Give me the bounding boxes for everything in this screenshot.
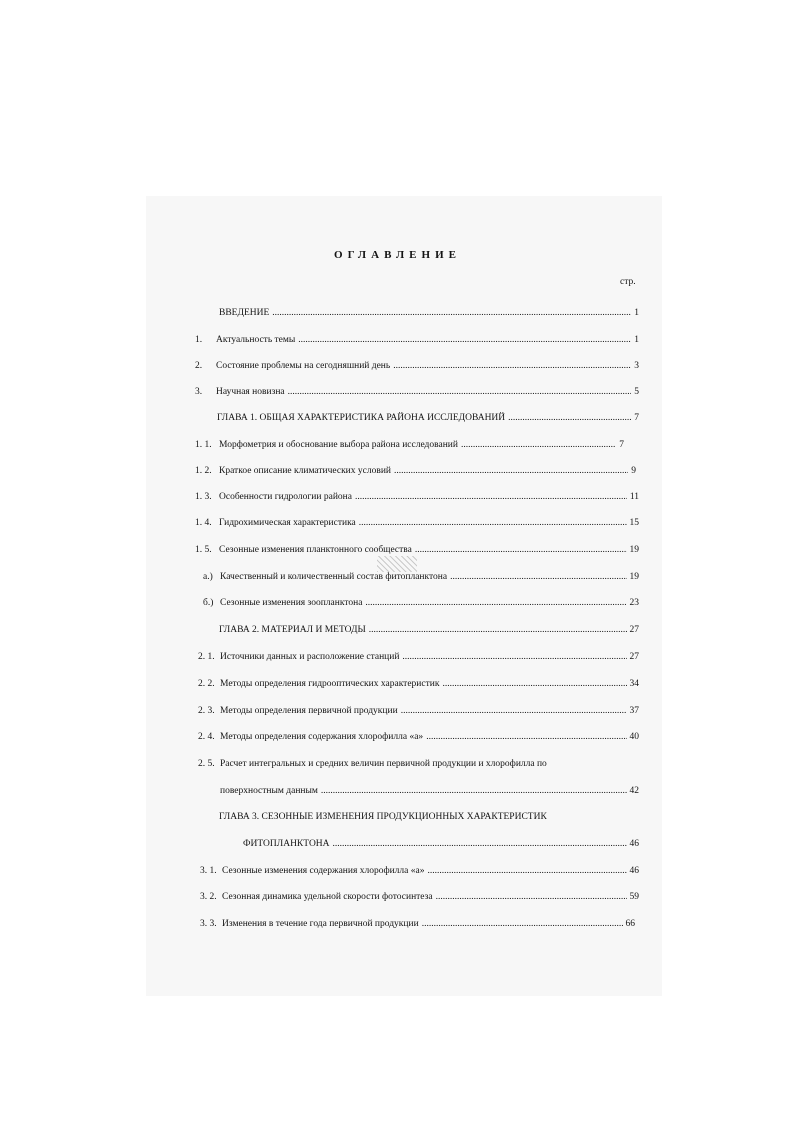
entry-title: поверхностным данным xyxy=(220,786,318,796)
entry-number: 2. xyxy=(195,361,203,371)
entry-title: Научная новизна xyxy=(216,387,285,397)
entry-number: 2. 1. xyxy=(198,652,215,662)
entry-page: 9 xyxy=(631,466,636,476)
entry-number: 1. 2. xyxy=(195,466,212,476)
entry-title: Гидрохимическая характеристика xyxy=(219,518,356,528)
entry-page: 1 xyxy=(634,335,639,345)
entry-page: 66 xyxy=(625,919,635,929)
leader-dots xyxy=(365,596,626,610)
toc-chapter-entry[interactable] xyxy=(217,411,639,425)
entry-number: 3. 2. xyxy=(200,892,217,902)
entry-page: 42 xyxy=(629,786,639,796)
entry-title: Краткое описание климатических условий xyxy=(219,466,392,476)
entry-page: 59 xyxy=(629,892,639,902)
leader-dots xyxy=(401,704,627,718)
toc-entry[interactable] xyxy=(195,490,639,504)
entry-title: ВВЕДЕНИЕ xyxy=(219,308,270,318)
toc-entry[interactable] xyxy=(198,650,639,664)
toc-entry[interactable] xyxy=(198,704,639,718)
toc-entry[interactable] xyxy=(203,596,639,610)
leader-dots xyxy=(422,917,623,931)
leader-dots xyxy=(461,438,616,452)
entry-number: 1. 1. xyxy=(195,440,212,450)
entry-number: 1. xyxy=(195,335,203,345)
entry-page: 15 xyxy=(629,518,639,528)
toc-entry[interactable] xyxy=(195,464,636,478)
entry-title: Методы определения гидрооптических характеристик xyxy=(220,679,440,689)
entry-number: б.) xyxy=(203,598,214,608)
entry-number: 1. 3. xyxy=(195,492,212,502)
entry-number: 1. 4. xyxy=(195,518,212,528)
toc-entry[interactable] xyxy=(195,543,639,557)
toc-entry[interactable] xyxy=(203,570,639,584)
toc-entry[interactable] xyxy=(195,359,639,373)
toc-entry[interactable] xyxy=(195,438,624,452)
toc-entry[interactable] xyxy=(198,677,639,691)
toc-chapter-entry-multiline[interactable]: ГЛАВА 3. СЕЗОННЫЕ ИЗМЕНЕНИЯ ПРОДУКЦИОННЫХ ХАРАКТЕРИСТИК xyxy=(219,812,547,822)
leader-dots xyxy=(442,677,626,691)
leader-dots xyxy=(272,306,631,320)
entry-page: 46 xyxy=(629,866,639,876)
entry-number: 2. 3. xyxy=(198,706,215,716)
leader-dots xyxy=(359,516,627,530)
entry-page: 5 xyxy=(634,387,639,397)
leader-dots xyxy=(298,333,631,347)
toc-title: ОГЛАВЛЕНИЕ xyxy=(334,249,461,261)
leader-dots xyxy=(369,623,627,637)
leader-dots xyxy=(394,464,628,478)
entry-number: 2. 4. xyxy=(198,732,215,742)
entry-number: 2. 5. xyxy=(198,759,215,769)
leader-dots xyxy=(333,837,627,851)
leader-dots xyxy=(402,650,626,664)
entry-page: 3 xyxy=(634,361,639,371)
entry-page: 23 xyxy=(629,598,639,608)
entry-title: Сезонная динамика удельной скорости фотосинтеза xyxy=(222,892,433,902)
entry-title: Качественный и количественный состав фитопланктона xyxy=(220,572,448,582)
toc-entry[interactable] xyxy=(195,385,639,399)
entry-page: 7 xyxy=(619,440,624,450)
toc-chapter-entry-continuation[interactable] xyxy=(243,837,639,851)
toc-entry[interactable] xyxy=(200,917,635,931)
entry-title: Актуальность темы xyxy=(216,335,296,345)
entry-title: ГЛАВА 2. МАТЕРИАЛ И МЕТОДЫ xyxy=(219,625,366,635)
entry-number: 1. 5. xyxy=(195,545,212,555)
leader-dots xyxy=(427,864,626,878)
entry-page: 1 xyxy=(634,308,639,318)
entry-number: 2. 2. xyxy=(198,679,215,689)
entry-page: 19 xyxy=(629,572,639,582)
entry-title: Методы определения первичной продукции xyxy=(220,706,398,716)
entry-title: Сезонные изменения зоопланктона xyxy=(220,598,363,608)
entry-title: Сезонные изменения планктонного сообщества xyxy=(219,545,412,555)
entry-number: а.) xyxy=(203,572,213,582)
entry-page: 40 xyxy=(629,732,639,742)
entry-title: Особенности гидрологии района xyxy=(219,492,352,502)
leader-dots xyxy=(450,570,626,584)
entry-page: 11 xyxy=(629,492,639,502)
toc-entry-multiline[interactable] xyxy=(198,757,547,771)
toc-entry-continuation[interactable] xyxy=(220,784,639,798)
toc-entry[interactable] xyxy=(219,306,639,320)
entry-page: 19 xyxy=(629,545,639,555)
page-column-label: стр. xyxy=(620,277,636,287)
leader-dots xyxy=(321,784,627,798)
leader-dots xyxy=(415,543,627,557)
toc-entry[interactable] xyxy=(195,333,639,347)
entry-page: 7 xyxy=(634,413,639,423)
entry-page: 37 xyxy=(629,706,639,716)
entry-title: Методы определения содержания хлорофилла «а» xyxy=(220,732,424,742)
leader-dots xyxy=(426,730,626,744)
entry-title: ФИТОПЛАНКТОНА xyxy=(243,839,330,849)
entry-title: Состояние проблемы на сегодняшний день xyxy=(216,361,391,371)
entry-number: 3. 1. xyxy=(200,866,217,876)
entry-title: Источники данных и расположение станций xyxy=(220,652,400,662)
entry-title: ГЛАВА 1. ОБЩАЯ ХАРАКТЕРИСТИКА РАЙОНА ИССЛЕДОВАНИЙ xyxy=(217,413,506,423)
entry-title: Морфометрия и обоснование выбора района исследований xyxy=(219,440,458,450)
leader-dots xyxy=(508,411,631,425)
toc-entry[interactable] xyxy=(198,730,639,744)
entry-title: Изменения в течение года первичной продукции xyxy=(222,919,419,929)
entry-page: 27 xyxy=(629,652,639,662)
entry-page: 34 xyxy=(629,679,639,689)
entry-title: Расчет интегральных и средних величин первичной продукции и хлорофилла по xyxy=(220,759,547,769)
toc-chapter-entry[interactable] xyxy=(219,623,639,637)
entry-number: 3. xyxy=(195,387,203,397)
toc-entry[interactable] xyxy=(200,864,639,878)
leader-dots xyxy=(393,359,631,373)
entry-page: 27 xyxy=(629,625,639,635)
leader-dots xyxy=(436,890,627,904)
entry-page: 46 xyxy=(629,839,639,849)
entry-title: Сезонные изменения содержания хлорофилла «а» xyxy=(222,866,425,876)
toc-entry[interactable] xyxy=(195,516,639,530)
leader-dots xyxy=(355,490,627,504)
entry-number: 3. 3. xyxy=(200,919,217,929)
leader-dots xyxy=(288,385,632,399)
toc-entry[interactable] xyxy=(200,890,639,904)
